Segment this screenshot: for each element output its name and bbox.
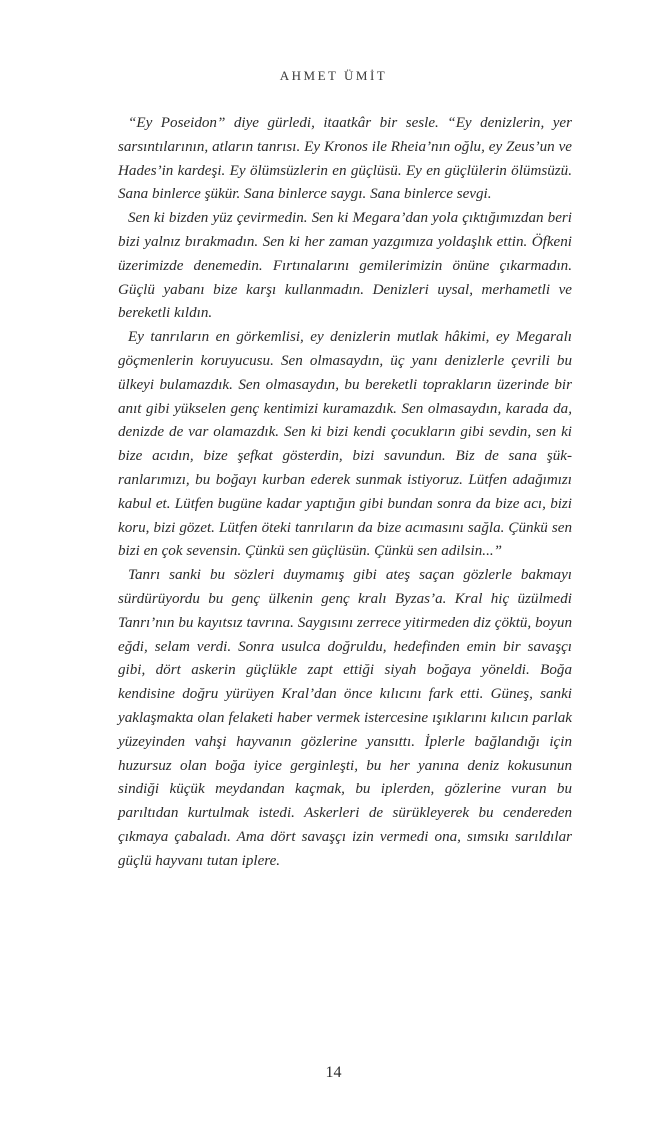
paragraph: Ey tanrıların en görkemlisi, ey denizlerin mutlak hâkimi, ey Megaralı göçmenlerin koruyucusu. Sen olmasaydın, üç yanı denizlerle çevrili bu ülkeyi bulamazdık. Sen olmasaydın, bu bereketli toprakların üzerinde bir anıt gibi yükselen genç kentimizi kuramazdık. Sen olmasaydın, karada da, denizde de var olamazdık. Sen ki bizi kendi çocukların gibi sevdin, sen ki bize acıdın, bize şefkat gösterdin, bizi savundun. Biz de sana şükranlarımızı, bu boğayı kurban ederek sunmak istiyoruz. Lütfen adağımızı kabul et. Lütfen bugüne kadar yaptığın gibi bundan sonra da bize acı, bizi koru, bizi gözet. Lütfen öteki tanrıların da bize acımasını sağla. Çünkü sen bizi en çok sevensin. Çünkü sen güçlüsün. Çünkü sen adilsin...”	[118, 329, 572, 560]
running-head: AHMET ÜMİT	[279, 68, 388, 83]
paragraph: Tanrı sanki bu sözleri duymamış gibi ateş saçan gözlerle bakmayı sürdürüyordu bu genç ülkenin genç kralı Byzas’a. Kral hiç üzülmedi Tanrı’nın bu kayıtsız tavrına. Saygısını zerrece yitirmeden diz çöktü, boyun eğdi, selam verdi. Sonra usulca doğruldu, hedefinden emin bir savaşçı gibi, dört askerin güçlükle zapt ettiği siyah boğaya yöneldi. Boğa kendisine doğru yürüyen Kral’dan önce kılıcını fark etti. Güneş, sanki yaklaşmakta olan felaketi haber vermek istercesine ışıklarını kılıcın parlak yüzeyinden vahşi hayvanın gözlerine yansıttı. İplerle bağlandığı için huzursuz olan boğa iyice gerginleşti, bu her yanına deniz kokusunun sindiği küçük meydandan kaçmak, bu iplerden, gözlerine vuran bu parıltıdan kurtulmak istedi. Askerleri de sürükleyerek bu cendereden çıkmaya çabaladı. Ama dört savaşçı izin vermedi ona, sımsıkı sarıldılar güçlü hayvanı tutan iplere.	[118, 567, 572, 869]
body-text	[118, 112, 572, 874]
page-number: 14	[325, 1064, 342, 1081]
paragraph: “Ey Poseidon” diye gürledi, itaatkâr bir sesle. “Ey denizlerin, yer sarsıntılarının, atların tanrısı. Ey Kronos ile Rheia’nın oğlu, ey Zeus’un ve Hades’in kardeşi. Ey ölümsüzlerin en güçlüsü. Ey en güçlülerin ölümsüzü. Sana binlerce şükür. Sana binlerce saygı. Sana binlerce sevgi.	[118, 115, 572, 203]
paragraph: Sen ki bizden yüz çevirmedin. Sen ki Megara’dan yola çıktığımızdan beri bizi yalnız bırakmadın. Sen ki her zaman yazgımıza yoldaşlık ettin. Öfkeni üzerimizde denemedin. Fırtınalarını gemilerimizin önüne çıkarmadın. Güçlü yabanı bize karşı kullanmadın. Denizleri uysal, merhametli ve bereketli kıldın.	[118, 210, 572, 322]
